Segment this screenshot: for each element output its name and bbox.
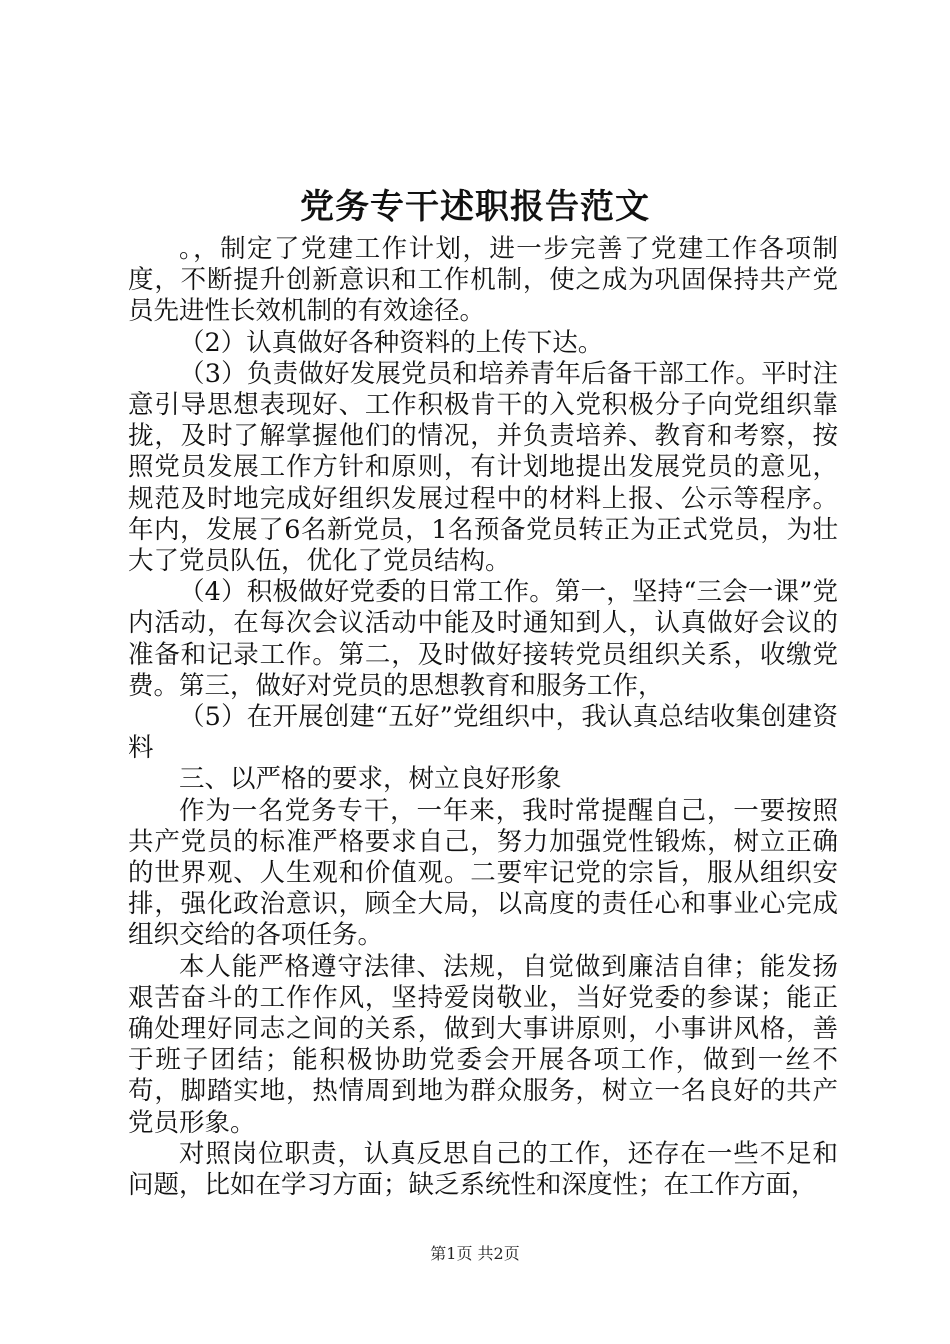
document-title: 党务专干述职报告范文 — [300, 187, 650, 227]
paragraph-item-3: （3）负责做好发展党员和培养青年后备干部工作。平时注意引导思想表现好、工作积极肯干的入党积极分子向党组织靠拢，及时了解掌握他们的情况，并负责培养、教育和考察，按照党员发展工作方针和原则，有计划地提出发展党员的意见，规范及时地完成好组织发展过程中的材料上报、公示等程序。年内，发展了6名新党员，1名预备党员转正为正式党员，为壮大了党员队伍，优化了党员结构。 — [128, 358, 838, 577]
document-body — [128, 234, 838, 1201]
section-heading-3: 三、以严格的要求，树立良好形象 — [179, 764, 562, 795]
paragraph-reflection: 对照岗位职责，认真反思自己的工作，还存在一些不足和问题，比如在学习方面；缺乏系统性和深度性；在工作方面， — [128, 1138, 838, 1201]
paragraph-intro: 。，制定了党建工作计划，进一步完善了党建工作各项制度，不断提升创新意识和工作机制，使之成为巩固保持共产党员先进性长效机制的有效途径。 — [128, 234, 838, 327]
paragraph-conduct: 本人能严格遵守法律、法规，自觉做到廉洁自律；能发扬艰苦奋斗的工作作风，坚持爱岗敬业，当好党委的参谋；能正确处理好同志之间的关系，做到大事讲原则，小事讲风格，善于班子团结；能积极协助党委会开展各项工作，做到一丝不苟，脚踏实地，热情周到地为群众服务，树立一名良好的共产党员形象。 — [128, 951, 838, 1138]
paragraph-self-requirement: 作为一名党务专干，一年来，我时常提醒自己，一要按照共产党员的标准严格要求自己，努力加强党性锻炼，树立正确的世界观、人生观和价值观。二要牢记党的宗旨，服从组织安排，强化政治意识，顾全大局，以高度的责任心和事业心完成组织交给的各项任务。 — [128, 795, 838, 951]
paragraph-item-5: （5）在开展创建“五好”党组织中，我认真总结收集创建资料 — [128, 702, 838, 764]
page-number: 第1页 共2页 — [430, 1244, 520, 1263]
paragraph-item-2: （2）认真做好各种资料的上传下达。 — [179, 327, 604, 358]
paragraph-item-4: （4）积极做好党委的日常工作。第一，坚持“三会一课”党内活动，在每次会议活动中能及时通知到人，认真做好会议的准备和记录工作。第二，及时做好接转党员组织关系，收缴党费。第三，做好对党员的思想教育和服务工作， — [128, 577, 838, 701]
